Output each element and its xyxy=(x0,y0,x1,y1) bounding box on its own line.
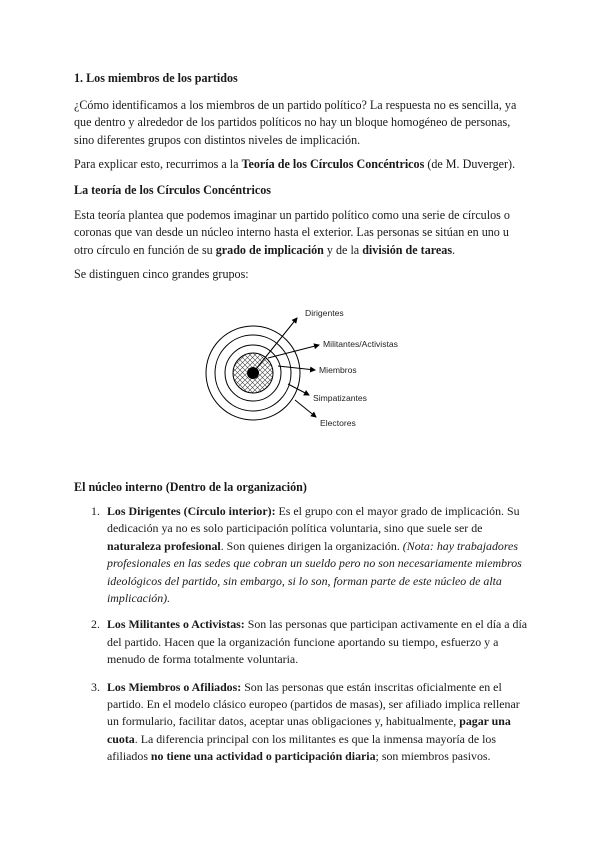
paragraph-intro: ¿Cómo identificamos a los miembros de un partido político? La respuesta no es sencilla, ya que dentro y alrededor de los partidos políticos no hay un bloque homogéneo de personas, sino diferentes grupos con distintos niveles de implicación. xyxy=(74,98,517,147)
label-electores: Electores xyxy=(320,418,356,428)
paragraph-theory-reference: Para explicar esto, recurrimos a la Teoría de los Círculos Concéntricos (de M. Duverger). xyxy=(74,157,516,171)
paragraph-five-groups: Se distinguen cinco grandes grupos: xyxy=(74,267,249,281)
paragraph-theory: Esta teoría plantea que podemos imaginar un partido político como una serie de círculos o coronas que van desde un núcleo interno hasta el exterior. Las personas se sitúan en uno u otro círculo en función de su grado de implicación y de la división de tareas. xyxy=(74,208,510,257)
label-dirigentes: Dirigentes xyxy=(305,308,344,318)
list-item-miembros: 3. Los Miembros o Afiliados: Son las personas que están inscritas oficialmente en el partido. En el modelo clásico europeo (partidos de masas), ser afiliado implica rellenar un formulario, facilitar datos, aceptar unas obligaciones y, habitualmente, pagar una cuota. La diferencia principal con los militantes es que la inmensa mayoría de los afiliados no tiene una actividad o participación diaria; son miembros pasivos. xyxy=(91,679,520,764)
label-simpatizantes: Simpatizantes xyxy=(313,393,367,403)
concentric-circles-diagram xyxy=(200,300,440,434)
list-item-militantes: 2. Los Militantes o Activistas: Son las personas que participan activamente en el día a día del partido. Hacen que la organización funcione aportando su tiempo, esfuerzo y a menudo de forma totalmente voluntaria. xyxy=(91,617,528,667)
label-miembros: Miembros xyxy=(319,365,357,375)
section-title-members: 1. Los miembros de los partidos xyxy=(74,71,238,85)
circle-dirigentes xyxy=(247,367,259,379)
section-title-inner-core: El núcleo interno (Dentro de la organización) xyxy=(74,480,307,494)
label-militantes: Militantes/Activistas xyxy=(323,339,398,349)
section-title-theory: La teoría de los Círculos Concéntricos xyxy=(74,183,271,197)
list-item-dirigentes: 1. Los Dirigentes (Círculo interior): Es el grupo con el mayor grado de implicación. Su dedicación ya no es solo participación política voluntaria, sino que suele ser de naturaleza profesional. Son quienes dirigen la organización. (Nota: hay trabajadores profesionales en las sedes que cobran un sueldo pero no son necesariamente miembros ideológicos del partido, sin embargo, si lo son, forman parte de este núcleo de alta implicación). xyxy=(91,504,522,606)
member-groups-list xyxy=(74,503,530,766)
